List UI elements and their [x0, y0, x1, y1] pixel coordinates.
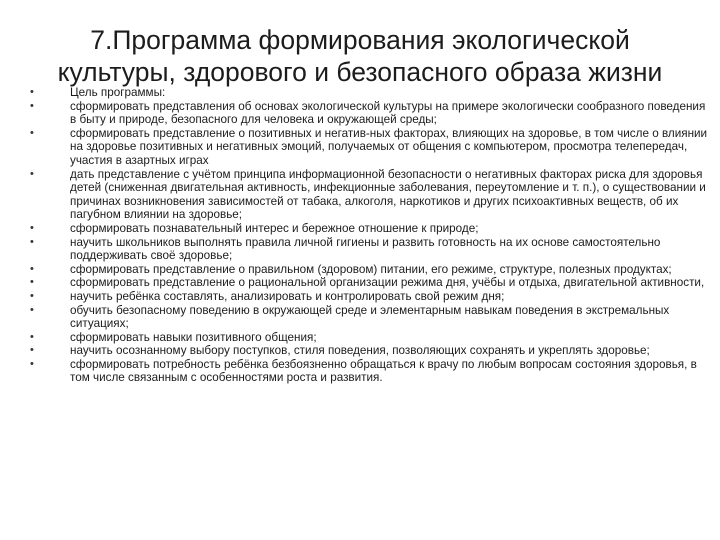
list-item	[30, 236, 710, 263]
bullet-icon: •	[30, 262, 34, 275]
list-item	[30, 276, 710, 290]
list-item-text: обучить безопасному поведению в окружающей среде и элементарным навыкам поведения в экстремальных ситуациях;	[70, 303, 670, 331]
bullet-icon: •	[30, 303, 34, 316]
list-item-text: сформировать навыки позитивного общения;	[70, 330, 317, 344]
list-item-text: сформировать представление о правильном (здоровом) питании, его режиме, структуре, полезных продуктах;	[70, 262, 672, 276]
list-item	[30, 263, 710, 277]
bullet-icon: •	[30, 221, 34, 234]
list-item-text: Цель программы:	[70, 86, 166, 99]
list-item	[30, 290, 710, 304]
list-item-text: научить ребёнка составлять, анализировать и контролировать свой режим дня;	[70, 289, 505, 303]
list-item-text: сформировать познавательный интерес и бережное отношение к природе;	[70, 221, 479, 235]
list-item	[30, 331, 710, 345]
list-item	[30, 127, 710, 168]
bullet-icon: •	[30, 289, 34, 302]
list-item-text: научить школьников выполнять правила личной гигиены и развить готовность на их основе самостоятельно поддерживать своё здоровье;	[70, 235, 661, 263]
bullet-icon: •	[30, 276, 34, 289]
list-item	[30, 222, 710, 236]
bullet-icon: •	[30, 126, 34, 139]
list-item-text: сформировать представление о рациональной организации режима дня, учёбы и отдыха, двигательной активности,	[70, 276, 705, 290]
title-line-2: культуры, здорового и безопасного образа жизни	[57, 56, 663, 87]
bullet-icon: •	[30, 330, 34, 343]
list-item	[30, 344, 710, 358]
slide-title	[20, 24, 700, 88]
bullet-icon: •	[30, 167, 34, 180]
list-item-text: сформировать представления об основах экологической культуры на примере экологически сообразного поведения в быту и природе, безопасного для человека и окружающей среды;	[70, 99, 706, 127]
list-item-text: научить осознанному выбору поступков, стиля поведения, позволяющих сохранять и укреплять здоровье;	[70, 344, 650, 358]
list-item-text: дать представление с учётом принципа информационной безопасности о негативных факторах риска для здоровья детей (сниженная двигательная активность, инфекционные заболевания, переутомление и т. п.), о существовании и причинах возникновения зависимостей от табака, алкоголя, наркотиков и других психоактивных веществ, об их пагубном влиянии на здоровье;	[70, 167, 706, 222]
list-item	[30, 86, 710, 100]
bullet-list	[30, 86, 710, 385]
list-item-text: сформировать представление о позитивных и негатив-ных факторах, влияющих на здоровье, в том числе о влиянии на здоровье позитивных и негативных эмоций, получаемых от общения с компьютером, просмотра телепередач, участия в азартных играх	[70, 126, 708, 167]
bullet-icon: •	[30, 86, 34, 98]
title-line-1: 7.Программа формирования экологической	[90, 24, 630, 55]
bullet-icon: •	[30, 235, 34, 248]
bullet-icon: •	[30, 99, 34, 112]
list-item	[30, 168, 710, 222]
list-item	[30, 304, 710, 331]
bullet-icon: •	[30, 344, 34, 357]
list-item-text: сформировать потребность ребёнка безбоязненно обращаться к врачу по любым вопросам состояния здоровья, в том числе связанным с особенностями роста и развития.	[70, 357, 697, 385]
list-item	[30, 358, 710, 385]
list-item	[30, 100, 710, 127]
bullet-icon: •	[30, 357, 34, 370]
